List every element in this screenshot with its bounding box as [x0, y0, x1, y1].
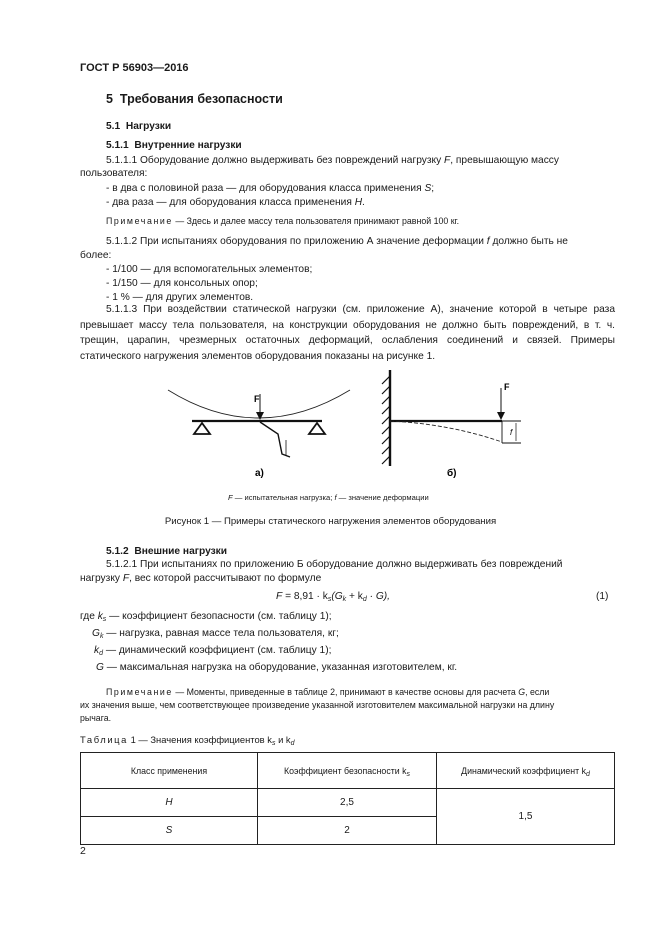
note-text: , если — [525, 687, 550, 697]
header-subscript: s — [406, 770, 411, 778]
figure-b-cantilever — [382, 370, 521, 479]
formula-symbol: F — [276, 591, 283, 602]
support-left — [194, 423, 210, 434]
document-header: ГОСТ Р 56903—2016 — [80, 62, 189, 74]
clause-text: должно быть не — [489, 236, 568, 247]
legend-text: — испытательная нагрузка; — [232, 493, 335, 502]
subsection-title: Внутренние нагрузки — [134, 140, 242, 151]
table-title-subscript: d — [290, 740, 295, 747]
where-subscript: k — [99, 633, 104, 640]
list-item — [80, 195, 641, 211]
table-row — [81, 789, 615, 817]
header-ks — [258, 753, 437, 789]
note-label: Примечание — [106, 687, 173, 697]
where-subscript: s — [102, 616, 107, 623]
subsection-number: 5.1.1 — [106, 140, 129, 151]
note-2-line2: их значения выше, чем соответствующее произведение указанной изготовителем максимальной нагрузки на длину — [80, 700, 555, 710]
label-a: а) — [255, 468, 264, 479]
list-item: - 1/100 — для вспомогательных элементов; — [106, 264, 313, 275]
table-title-text: и k — [275, 734, 291, 745]
where-symbol: k — [94, 645, 100, 656]
clause-5-1-2-1-line2 — [80, 571, 615, 587]
list-item-end: ; — [431, 183, 435, 194]
subsection-heading-5-1-1 — [80, 138, 641, 154]
cantilever-deflected — [390, 421, 502, 442]
figure-a-beam — [168, 390, 350, 479]
where-subscript: d — [99, 650, 103, 657]
header-text: Коэффициент безопасности k — [283, 765, 407, 776]
formula-subscript: d — [362, 596, 367, 603]
subsection-heading-5-1 — [80, 119, 641, 135]
formula-number: (1) — [596, 591, 609, 602]
where-symbol: k — [97, 611, 103, 622]
force-label: F — [504, 382, 510, 392]
where-lead: где — [80, 611, 98, 622]
where-row — [92, 628, 339, 639]
subsection-title: Нагрузки — [125, 121, 172, 132]
note-label: Примечание — [106, 216, 173, 226]
table-title-text: 1 — Значения коэффициентов k — [127, 734, 272, 745]
cell-text: S — [165, 825, 173, 836]
subsection-title: Внешние нагрузки — [134, 546, 228, 557]
section-title: Требования безопасности — [119, 92, 283, 106]
cell-ks: 2 — [258, 817, 437, 845]
cell-class — [81, 817, 258, 845]
variable: H — [354, 197, 363, 208]
clause-number: 5.1.1.3 — [106, 304, 138, 315]
where-text: — максимальная нагрузка на оборудование, указанная изготовителем, кг. — [103, 662, 458, 673]
variable: F — [122, 573, 130, 584]
cell-kd: 1,5 — [437, 789, 615, 845]
variable: f — [486, 236, 490, 247]
clause-number: 5.1.1.2 — [106, 236, 138, 247]
subsection-number: 5.1.2 — [106, 546, 129, 557]
formula-part: = 8,91 · k — [282, 591, 328, 602]
coefficients-table — [80, 752, 615, 845]
figure-legend — [228, 493, 429, 502]
label-b: б) — [447, 468, 457, 479]
formula-subscript: s — [327, 596, 332, 603]
variable: F — [444, 155, 451, 166]
header-subscript: d — [585, 770, 590, 778]
formula-part: (G — [331, 591, 343, 602]
note-2 — [80, 686, 641, 699]
variable: S — [424, 183, 432, 194]
clause-text: При испытаниях по приложению Б оборудование должно выдерживать без повреждений — [140, 559, 563, 570]
note-text: — Моменты, приведенные в таблице 2, принимают в качестве основы для расчета — [172, 687, 519, 697]
figure-caption: Рисунок 1 — Примеры статического нагружения элементов оборудования — [164, 516, 497, 527]
formula-1 — [276, 591, 390, 602]
clause-5-1-1-1-line2: пользователя: — [80, 168, 148, 179]
where-row — [80, 611, 615, 627]
cell-ks: 2,5 — [258, 789, 437, 817]
clause-5-1-1-3 — [80, 302, 615, 364]
cell-class — [81, 789, 258, 817]
list-item-text: - в два с половиной раза — для оборудования класса применения — [106, 183, 425, 194]
force-label: F — [254, 394, 260, 404]
table-header-row — [81, 753, 615, 789]
header-text: Динамический коэффициент k — [461, 765, 586, 776]
note-2-line3: рычага. — [80, 713, 112, 723]
clause-text: , превышающую массу — [450, 155, 559, 166]
force-arrowhead — [497, 412, 505, 420]
where-text: — динамический коэффициент (см. таблицу 1); — [103, 645, 332, 656]
where-row — [94, 645, 331, 656]
formula-part: + k — [346, 591, 363, 602]
clause-text: При испытаниях оборудования по приложению А значение деформации — [140, 236, 487, 247]
table-title-subscript: s — [271, 740, 276, 747]
list-item-text: - два раза — для оборудования класса применения — [106, 197, 355, 208]
clause-text: Оборудование должно выдерживать без повреждений нагрузку — [140, 155, 445, 166]
figure-1 — [150, 362, 530, 484]
legend-symbol: f — [334, 493, 337, 502]
list-item: - 1 % — для других элементов. — [106, 292, 254, 303]
table-title — [80, 734, 295, 745]
where-row — [96, 662, 457, 673]
clause-text: При воздействии статической нагрузки (см. приложение А), значение которой в четыре раза превышает массу тела пользователя, на конструкции оборудования не должно быть повреждений, в т. ч. трещин, царапин, чрезмерных остаточных деформаций, ослабления соединений и связей. Примеры статического нагружения элементов оборудования показаны на рисунке 1. — [80, 304, 615, 362]
section-heading — [106, 92, 283, 106]
force-arrowhead — [256, 412, 264, 420]
deflection-label: f — [510, 428, 513, 437]
section-number: 5 — [106, 92, 113, 106]
where-symbol: G — [92, 628, 100, 639]
cell-text: H — [165, 797, 173, 808]
note-1 — [80, 213, 641, 229]
where-text: — коэффициент безопасности (см. таблицу 1); — [106, 611, 332, 622]
variable: G — [518, 687, 526, 697]
table-label: Таблица — [80, 734, 128, 745]
clause-5-1-1-2-line2: более: — [80, 250, 112, 261]
where-symbol: G — [96, 662, 104, 673]
clause-number: 5.1.2.1 — [106, 559, 138, 570]
list-item-end: . — [362, 197, 365, 208]
legend-text: — значение деформации — [336, 493, 429, 502]
header-kd — [437, 753, 615, 789]
load-plate — [260, 422, 290, 457]
page-number: 2 — [80, 845, 86, 857]
legend-symbol: F — [228, 493, 233, 502]
note-text: — Здесь и далее массу тела пользователя принимают равной 100 кг. — [172, 216, 460, 226]
clause-number: 5.1.1.1 — [106, 155, 138, 166]
formula-subscript: k — [342, 596, 347, 603]
list-item: - 1/150 — для консольных опор; — [106, 278, 258, 289]
support-right — [309, 423, 325, 434]
formula-part: · G), — [366, 591, 390, 602]
where-text: — нагрузка, равная массе тела пользователя, кг; — [103, 628, 339, 639]
subsection-number: 5.1 — [106, 121, 121, 132]
clause-text: , вес которой рассчитывают по формуле — [129, 573, 322, 584]
header-class: Класс применения — [81, 753, 258, 789]
clause-text: нагрузку — [80, 573, 123, 584]
